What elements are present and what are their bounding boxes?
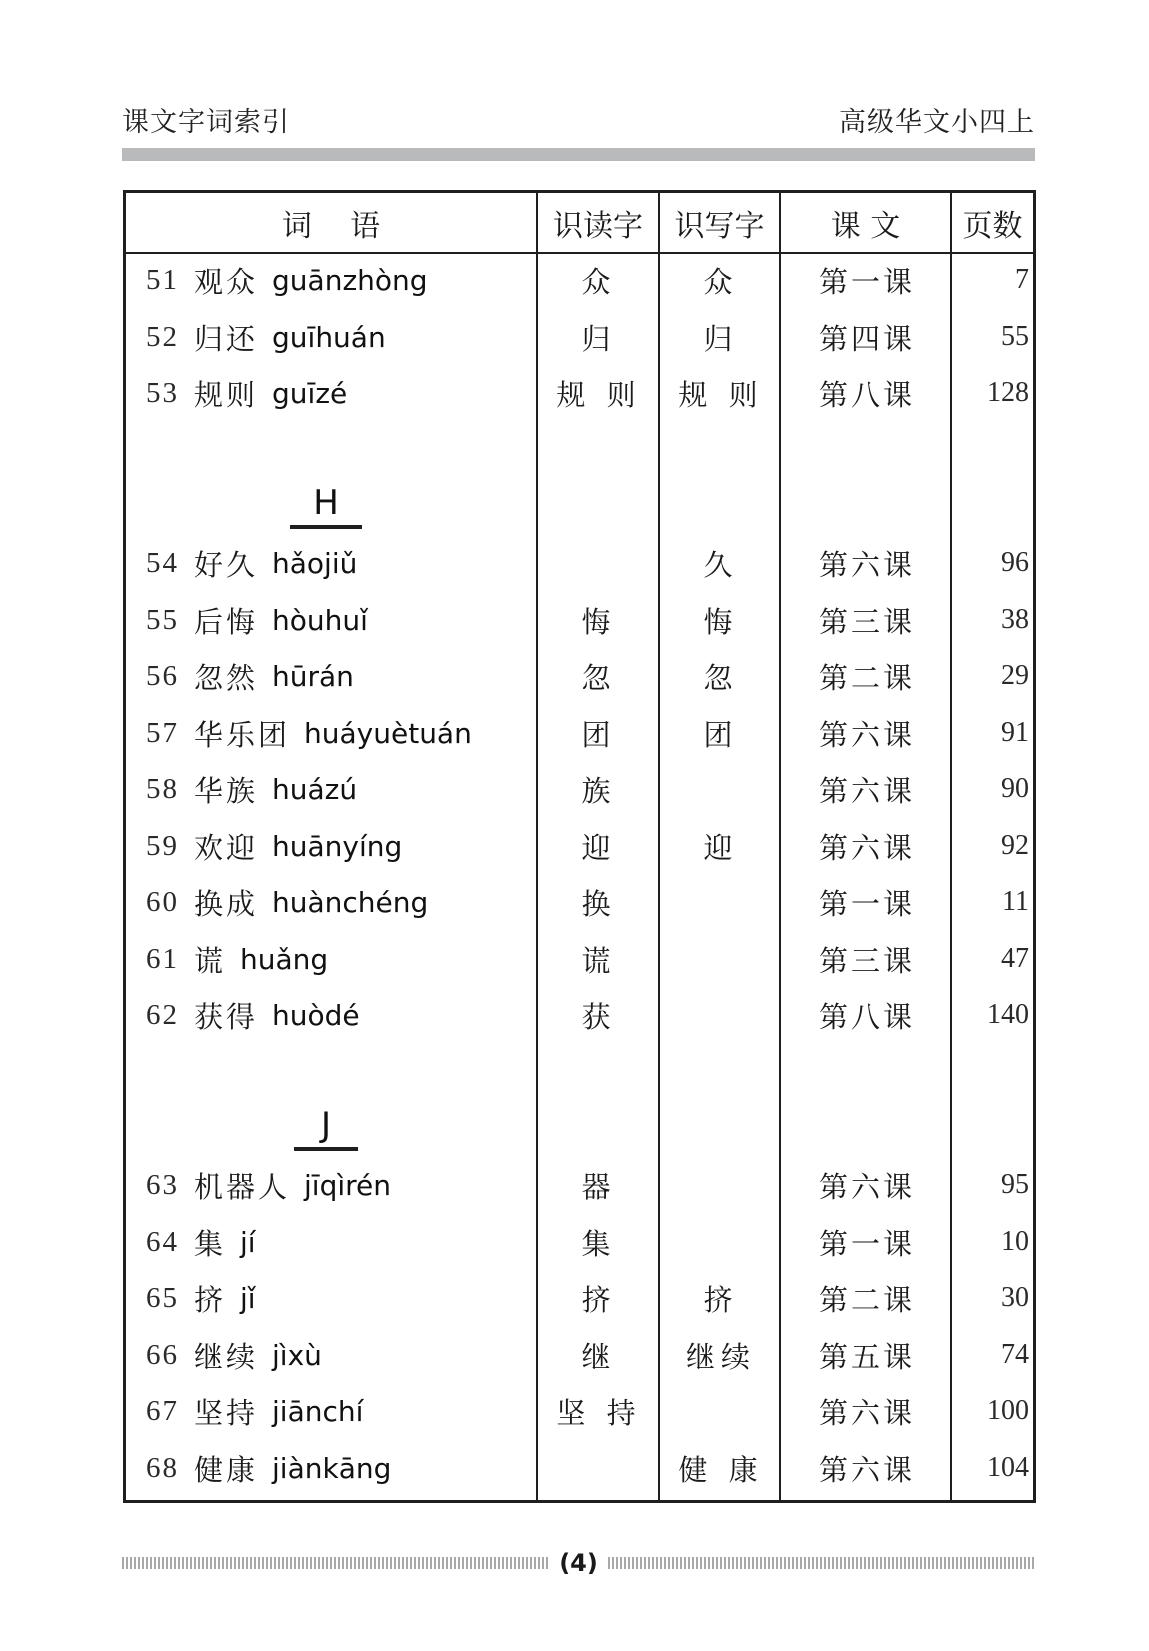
page-ref: 140 <box>987 999 1029 1030</box>
lesson: 第三课 <box>818 943 915 978</box>
entry-hanzi: 观众 <box>194 264 259 299</box>
entry-number: 60 <box>146 885 179 918</box>
page-ref: 30 <box>1001 1282 1029 1313</box>
entry-number: 56 <box>146 659 179 692</box>
section-underline <box>290 525 362 529</box>
entry-pinyin: huòdé <box>272 998 360 1032</box>
entry-number: 68 <box>146 1451 179 1484</box>
table-row <box>126 821 1033 871</box>
write-char <box>661 1217 781 1267</box>
read-char: 谎 <box>581 943 617 978</box>
write-char <box>661 990 781 1040</box>
lesson: 第六课 <box>818 773 915 808</box>
write-char: 挤 <box>703 1282 739 1317</box>
lesson: 第六课 <box>818 547 915 582</box>
table-row <box>126 1160 1033 1210</box>
entry-pinyin: huázú <box>272 772 358 806</box>
lesson: 第三课 <box>818 604 915 639</box>
read-char <box>539 1443 659 1493</box>
entry-pinyin: huànchéng <box>272 885 429 919</box>
page-ref: 7 <box>1015 264 1029 295</box>
column-header-lesson: 课 文 <box>830 208 901 244</box>
read-char: 获 <box>581 999 617 1034</box>
entry-number: 61 <box>146 942 179 975</box>
footer-dash-bar-left <box>122 1557 549 1569</box>
table-row <box>126 934 1033 984</box>
read-char: 器 <box>581 1169 617 1204</box>
entry-pinyin: huáyuètuán <box>304 716 472 750</box>
entry-number: 55 <box>146 603 179 636</box>
column-header-word: 词 语 <box>281 208 381 244</box>
entry-pinyin: jīqìrén <box>304 1168 391 1202</box>
table-row <box>126 538 1033 588</box>
read-char: 悔 <box>581 604 617 639</box>
read-char: 迎 <box>581 830 617 865</box>
page-ref: 90 <box>1001 773 1029 804</box>
entry-pinyin: hòuhuǐ <box>272 603 368 637</box>
entry-pinyin: guīhuán <box>272 320 386 354</box>
write-char: 迎 <box>703 830 739 865</box>
section-underline <box>294 1147 358 1151</box>
section-heading-j <box>266 1105 386 1151</box>
read-char: 集 <box>581 1226 617 1261</box>
read-char: 归 <box>581 321 617 356</box>
lesson: 第八课 <box>818 377 915 412</box>
page-ref: 100 <box>987 1395 1029 1426</box>
read-char: 继 <box>581 1339 617 1374</box>
read-char: 众 <box>581 264 617 299</box>
read-char: 挤 <box>581 1282 617 1317</box>
lesson: 第四课 <box>818 321 915 356</box>
page-ref: 104 <box>987 1452 1029 1483</box>
read-char: 族 <box>581 773 617 808</box>
page-ref: 38 <box>1001 604 1029 635</box>
column-header-page: 页数 <box>962 208 1023 244</box>
read-char: 规 则 <box>556 377 642 412</box>
entry-hanzi: 谎 <box>194 943 227 978</box>
header-divider <box>126 252 1033 254</box>
table-row <box>126 1443 1033 1493</box>
table-row <box>126 764 1033 814</box>
entry-number: 67 <box>146 1394 179 1427</box>
entry-number: 59 <box>146 829 179 862</box>
page-ref: 128 <box>987 377 1029 408</box>
page-footer <box>122 1548 1035 1578</box>
write-char: 团 <box>703 717 739 752</box>
entry-hanzi: 获得 <box>194 999 259 1034</box>
read-char <box>539 538 659 588</box>
section-letter: J <box>320 1105 332 1145</box>
entry-number: 65 <box>146 1281 179 1314</box>
footer-dash-bar-right <box>608 1557 1035 1569</box>
write-char <box>661 934 781 984</box>
lesson: 第六课 <box>818 830 915 865</box>
column-header-write: 识写字 <box>674 208 765 244</box>
page-ref: 29 <box>1001 660 1029 691</box>
entry-hanzi: 规则 <box>194 377 259 412</box>
page-ref: 96 <box>1001 547 1029 578</box>
entry-hanzi: 挤 <box>194 1282 227 1317</box>
entry-hanzi: 健康 <box>194 1452 259 1487</box>
write-char: 健 康 <box>678 1452 764 1487</box>
table-row <box>126 877 1033 927</box>
entry-number: 66 <box>146 1338 179 1371</box>
page-number: (4) <box>559 1549 598 1577</box>
page-ref: 95 <box>1001 1169 1029 1200</box>
lesson: 第二课 <box>818 1282 915 1317</box>
table-row <box>126 255 1033 305</box>
read-char: 坚 持 <box>556 1395 642 1430</box>
entry-pinyin: hǎojiǔ <box>272 546 358 580</box>
section-heading-h <box>266 483 386 529</box>
write-char: 众 <box>703 264 739 299</box>
running-head-left: 课文字词索引 <box>122 107 290 138</box>
page-ref: 74 <box>1001 1339 1029 1370</box>
table-row <box>126 1273 1033 1323</box>
lesson: 第六课 <box>818 717 915 752</box>
entry-pinyin: guīzé <box>272 376 348 410</box>
entry-number: 64 <box>146 1225 179 1258</box>
lesson: 第二课 <box>818 660 915 695</box>
table-row <box>126 312 1033 362</box>
table-row <box>126 708 1033 758</box>
write-char: 继续 <box>685 1339 756 1374</box>
lesson: 第一课 <box>818 886 915 921</box>
entry-hanzi: 华族 <box>194 773 259 808</box>
table-row <box>126 651 1033 701</box>
page-ref: 55 <box>1001 321 1029 352</box>
write-char: 忽 <box>703 660 739 695</box>
entry-hanzi: 集 <box>194 1226 227 1261</box>
entry-hanzi: 归还 <box>194 321 259 356</box>
table-row <box>126 990 1033 1040</box>
entry-number: 57 <box>146 716 179 749</box>
write-char <box>661 1160 781 1210</box>
lesson: 第六课 <box>818 1452 915 1487</box>
write-char: 悔 <box>703 604 739 639</box>
running-head-right: 高级华文小四上 <box>839 107 1035 138</box>
entry-pinyin: jiānchí <box>272 1394 364 1428</box>
write-char <box>661 764 781 814</box>
entry-number: 62 <box>146 998 179 1031</box>
entry-hanzi: 继续 <box>194 1339 259 1374</box>
lesson: 第六课 <box>818 1169 915 1204</box>
entry-pinyin: jiànkāng <box>272 1451 392 1485</box>
page-ref: 92 <box>1001 830 1029 861</box>
page-ref: 11 <box>1002 886 1029 917</box>
table-row <box>126 595 1033 645</box>
entry-pinyin: jìxù <box>272 1338 322 1372</box>
lesson: 第八课 <box>818 999 915 1034</box>
entry-hanzi: 好久 <box>194 547 259 582</box>
page-ref: 91 <box>1001 717 1029 748</box>
section-letter: H <box>313 483 339 523</box>
table-row <box>126 1386 1033 1436</box>
entry-number: 54 <box>146 546 179 579</box>
lesson: 第六课 <box>818 1395 915 1430</box>
lesson: 第一课 <box>818 1226 915 1261</box>
write-char: 规 则 <box>678 377 764 412</box>
read-char: 换 <box>581 886 617 921</box>
entry-number: 51 <box>146 263 179 296</box>
word-index-table <box>123 190 1036 1503</box>
entry-pinyin: guānzhòng <box>272 263 428 297</box>
lesson: 第五课 <box>818 1339 915 1374</box>
entry-number: 52 <box>146 320 179 353</box>
entry-pinyin: huǎng <box>240 942 329 976</box>
entry-hanzi: 坚持 <box>194 1395 259 1430</box>
table-row <box>126 1217 1033 1267</box>
write-char <box>661 877 781 927</box>
entry-hanzi: 换成 <box>194 886 259 921</box>
write-char <box>661 1386 781 1436</box>
entry-hanzi: 忽然 <box>194 660 259 695</box>
entry-hanzi: 后悔 <box>194 604 259 639</box>
write-char: 久 <box>703 547 739 582</box>
write-char: 归 <box>703 321 739 356</box>
entry-pinyin: huānyíng <box>272 829 403 863</box>
read-char: 忽 <box>581 660 617 695</box>
table-row <box>126 1330 1033 1380</box>
page-ref: 10 <box>1001 1226 1029 1257</box>
entry-pinyin: jí <box>240 1225 256 1259</box>
lesson: 第一课 <box>818 264 915 299</box>
entry-hanzi: 华乐团 <box>194 717 291 752</box>
entry-hanzi: 欢迎 <box>194 830 259 865</box>
table-row <box>126 368 1033 418</box>
page-ref: 47 <box>1001 943 1029 974</box>
entry-number: 63 <box>146 1168 179 1201</box>
entry-pinyin: jǐ <box>240 1281 256 1315</box>
read-char: 团 <box>581 717 617 752</box>
header-grey-bar <box>122 148 1035 161</box>
entry-number: 53 <box>146 376 179 409</box>
entry-number: 58 <box>146 772 179 805</box>
column-header-read: 识读字 <box>553 208 643 244</box>
entry-hanzi: 机器人 <box>194 1169 291 1204</box>
entry-pinyin: hūrán <box>272 659 354 693</box>
